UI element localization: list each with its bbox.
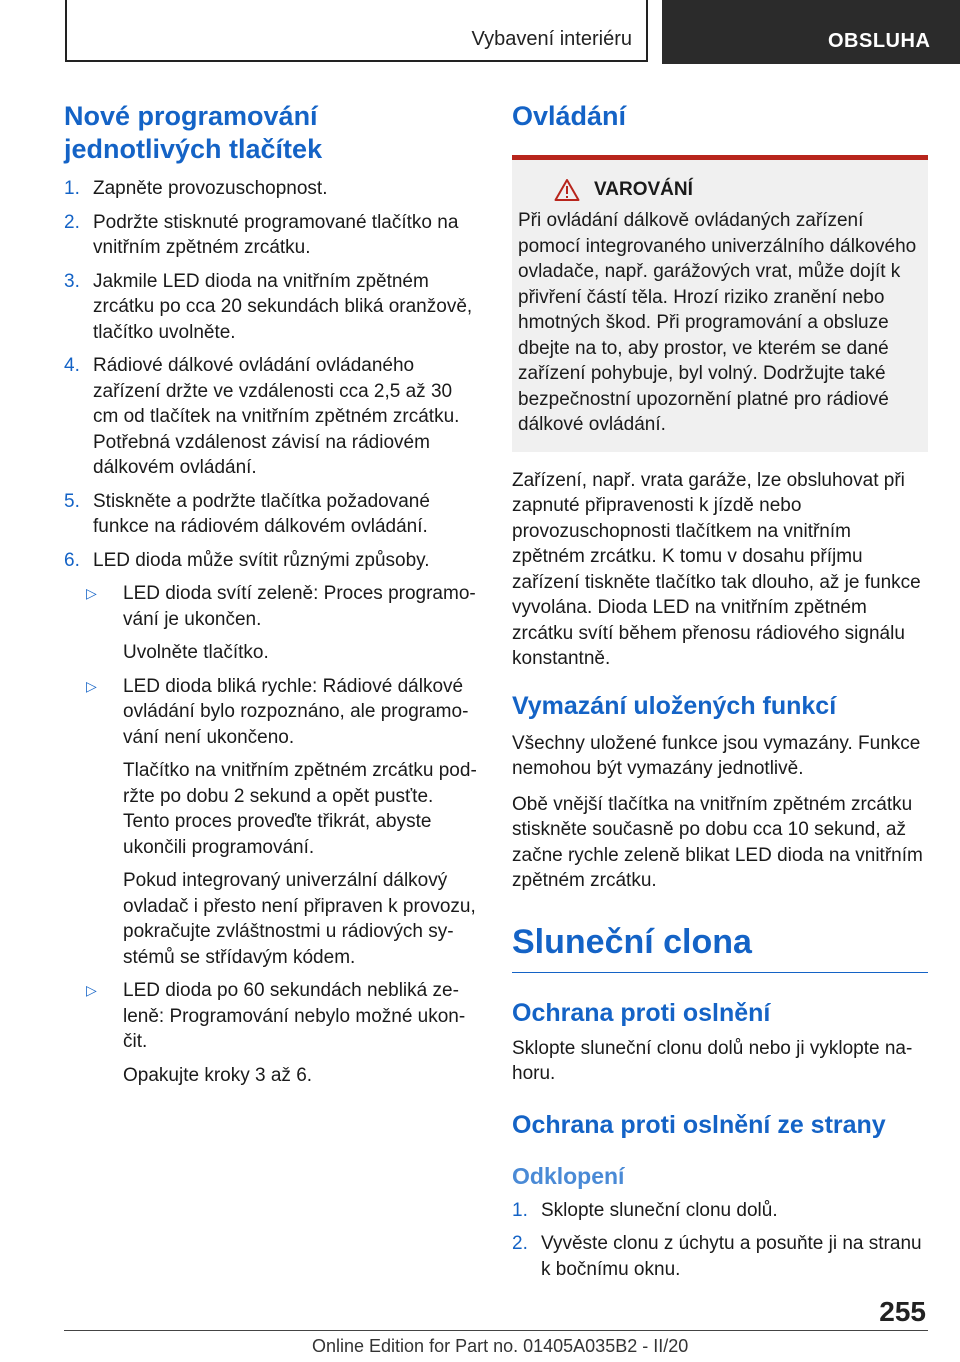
step-number: 5. [64, 490, 80, 512]
list-item [64, 353, 480, 481]
warning-header [518, 178, 918, 202]
programming-steps [64, 176, 480, 573]
step-text: Sklopte sluneční clonu dolů. [541, 1199, 778, 1221]
bullet-note: Uvolněte tlačítko. [123, 642, 269, 663]
bullet-note: Opakujte kroky 3 až 6. [123, 1064, 313, 1086]
list-item [512, 1231, 928, 1282]
step-text: Rádiové dálkové ovládání ovládaného zařízení držte ve vzdálenosti cca 2,5 až 30 cm od tlačítek na vnitřním zpětném zrcátku. Potřebná vzdálenost závisí na rádiovém dálkovém ovládání. [93, 355, 460, 478]
right-column [512, 100, 928, 1290]
led-states-list [64, 581, 480, 632]
page-number: 255 [879, 1296, 926, 1327]
edition-info: Online Edition for Part no. 01405A035B2 - II/20 [312, 1336, 689, 1356]
bullet-text: LED dioda po 60 sekundách nebliká zeleně: Programování nebylo možné ukončit. [123, 980, 466, 1052]
triangle-bullet-icon: ▷ [86, 982, 97, 998]
led-states-list [64, 674, 480, 751]
list-item [64, 489, 480, 540]
led-states-list [64, 978, 480, 1055]
delete-paragraph-1: Všechny uložené funkce jsou vymazány. Funkce nemohou být vymazány jednotlivě. [512, 732, 921, 779]
list-item [64, 548, 480, 574]
bullet-text: LED dioda svítí zeleně: Proces programování je ukončen. [123, 583, 476, 630]
warning-text: Při ovládání dálkově ovládaných zařízení pomocí integrovaného univerzálního dálkového ovladače, např. garážových vrat, může dojít k přivření částí těla. Hrozí riziko zranění nebo hmotných škod. Při programování a obsluze dbejte na to, aby prostor, ve kterém se dané zařízení pohybuje, byl volný. Dodržujte také bezpečnostní upozornění platné pro rádiové dálkové ovládání. [518, 210, 917, 435]
fold-out-steps [512, 1198, 928, 1283]
step-number: 2. [512, 1233, 528, 1254]
step-text: Podržte stisknuté programované tlačítko na vnitřním zpětném zrcátku. [93, 211, 459, 258]
step-number: 6. [64, 549, 80, 571]
delete-paragraph-2: Obě vnější tlačítka na vnitřním zpětném zrcátku stiskněte současně po dobu cca 10 sekund, až začne rychle zeleně blikat LED dioda na vnitřním zpětném zrcátku. [512, 793, 923, 891]
bullet-text: LED dioda bliká rychle: Rádiové dálkové ovládání bylo rozpoznáno, ale programování není ukončeno. [123, 675, 469, 748]
step-text: Vyvěste clonu z úchytu a posuňte ji na stranu k bočnímu oknu. [541, 1233, 922, 1280]
heading-glare-protection: Ochrana proti oslnění [512, 998, 771, 1027]
step-number: 3. [64, 270, 80, 292]
left-column [64, 100, 480, 1096]
bullet-note: Tlačítko na vnitřním zpětném zrcátku podržte po dobu 2 sekund a opět pusťte. Tento proces proveďte třikrát, abyste ukončili programování. [123, 760, 477, 858]
heading-operation: Ovládání [512, 101, 627, 131]
step-number: 1. [64, 178, 80, 199]
chapter-tab-label: OBSLUHA [828, 30, 931, 52]
list-item [512, 1198, 928, 1224]
heading-side-glare: Ochrana proti oslnění ze strany [512, 1110, 886, 1139]
step-text: Zapněte provozuschopnost. [93, 178, 328, 199]
footer-divider [64, 1330, 928, 1331]
triangle-bullet-icon: ▷ [86, 677, 97, 694]
step-text: LED dioda může svítit různými způsoby. [93, 549, 430, 571]
list-item [64, 176, 480, 202]
step-text: Stiskněte a podržte tlačítka požadované funkce na rádiovém dálkovém ovládání. [93, 490, 430, 537]
bullet-note: Pokud integrovaný univerzální dálkový ovladač i přesto není připraven k provozu, pokračujte zvláštnostmi u rádiových systémů se střídavým kódem. [123, 870, 476, 968]
section-box [65, 0, 648, 62]
heading-delete-functions: Vymazání uložených funkcí [512, 691, 837, 720]
step-text: Jakmile LED dioda na vnitřním zpětném zrcátku po cca 20 sekundách bliká oranžově, tlačítko uvolněte. [93, 270, 473, 343]
heading-sun-visor: Sluneční clona [512, 922, 928, 973]
step-number: 2. [64, 211, 80, 233]
glare-paragraph: Sklopte sluneční clonu dolů nebo ji vyklopte nahoru. [512, 1037, 913, 1084]
heading-fold-out: Odklopení [512, 1162, 625, 1189]
list-item [64, 581, 480, 632]
step-number: 1. [512, 1199, 528, 1221]
step-number: 4. [64, 355, 80, 376]
heading-new-programming: Nové programování jednotlivých tlačítek [64, 101, 323, 164]
chapter-tab [662, 0, 960, 64]
list-item [64, 210, 480, 261]
warning-triangle-icon [554, 178, 580, 202]
list-item [64, 674, 480, 751]
operation-paragraph: Zařízení, např. vrata garáže, lze obsluhovat při zapnuté připravenosti k jízdě nebo provozuschopnosti tlačítkem na vnitřním zpětném zrcátku. K tomu v dosahu příjmu zařízení tiskněte tlačítko tak dlouho, až je funkce vyvolána. Dioda LED na vnitřním zpětném zrcátku svítí během přenosu rádiového signálu konstantně. [512, 469, 921, 669]
warning-box [512, 155, 928, 452]
warning-title: VAROVÁNÍ [594, 179, 693, 200]
section-title: Vybavení interiéru [471, 28, 632, 50]
list-item [64, 269, 480, 346]
list-item [64, 978, 480, 1055]
page-header [0, 0, 960, 66]
triangle-bullet-icon: ▷ [86, 585, 97, 601]
